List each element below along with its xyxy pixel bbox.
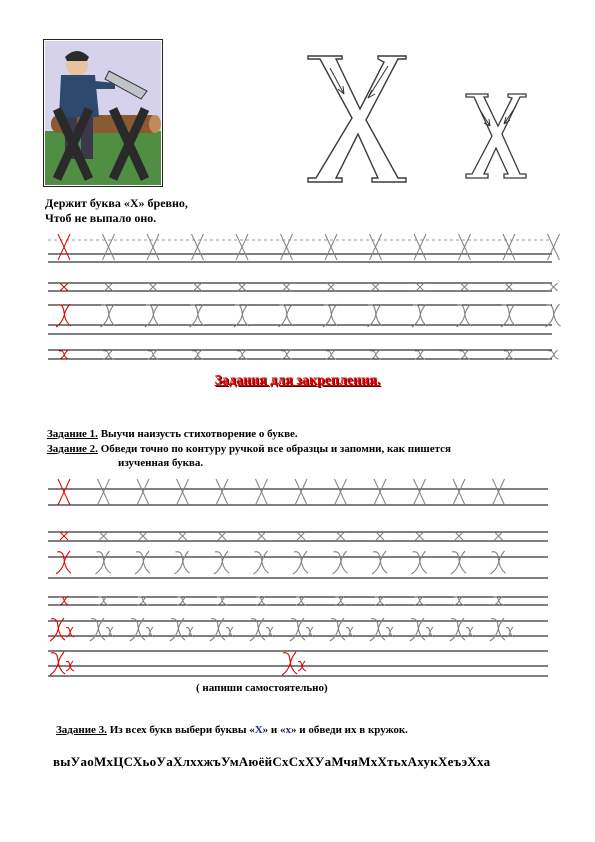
practice-small-letter xyxy=(60,532,68,540)
practice-script-capital xyxy=(96,551,111,574)
sample-small-letter xyxy=(283,283,291,291)
sample-script-small xyxy=(504,350,514,359)
practice-small-letter xyxy=(139,532,147,540)
example-script-pair xyxy=(282,652,306,675)
task-3-letter-upper: Х xyxy=(254,724,263,736)
lower-block-letters xyxy=(50,479,514,675)
practice-capital-letter xyxy=(493,479,505,505)
sample-script-capital xyxy=(101,304,116,327)
practice-capital-letter xyxy=(335,479,347,505)
sample-script-capital xyxy=(56,304,71,327)
practice-capital-letter xyxy=(98,479,110,505)
sample-script-small xyxy=(326,350,336,359)
practice-script-capital xyxy=(451,551,466,574)
sample-script-small xyxy=(237,350,247,359)
sample-capital-letter xyxy=(459,234,471,260)
task-1-label: Задание 1. xyxy=(47,428,98,440)
practice-capital-letter xyxy=(295,479,307,505)
practice-script-capital xyxy=(175,551,190,574)
practice-capital-letter xyxy=(256,479,268,505)
sample-capital-letter xyxy=(147,234,159,260)
practice-capital-letter xyxy=(216,479,228,505)
practice-script-capital xyxy=(412,551,427,574)
practice-capital-letter xyxy=(137,479,149,505)
task-2-label: Задание 2. xyxy=(47,443,98,455)
sample-capital-letter xyxy=(414,234,426,260)
sample-small-letter xyxy=(372,283,380,291)
sample-script-capital xyxy=(368,304,383,327)
task-1-text: Выучи наизусть стихотворение о букве. xyxy=(97,428,298,440)
sample-capital-letter xyxy=(236,234,248,260)
practice-script-capital xyxy=(214,551,229,574)
sample-script-capital xyxy=(412,304,427,327)
sample-script-capital xyxy=(234,304,249,327)
section-heading: Задания для закрепления. xyxy=(214,373,381,388)
sample-small-letter xyxy=(149,283,157,291)
sample-capital-letter xyxy=(503,234,515,260)
task-3-text-a: Из всех букв выбери буквы « xyxy=(106,724,255,736)
task-3-text-b: » и « xyxy=(262,724,286,736)
sample-capital-letter xyxy=(281,234,293,260)
sample-small-letter xyxy=(505,283,513,291)
sample-small-letter xyxy=(416,283,424,291)
sample-script-capital xyxy=(457,304,472,327)
sample-script-small xyxy=(282,350,292,359)
practice-small-letter xyxy=(416,532,424,540)
letter-string: выУаоМхЦСХьоУаХлххжъУмАюёйСхСхХУаМчяМхХтьхАхукХеъэХха xyxy=(53,754,491,769)
sample-capital-letter xyxy=(370,234,382,260)
write-yourself-hint: ( напиши самостоятельно) xyxy=(196,682,328,694)
sample-script-capital xyxy=(279,304,294,327)
lower-block-lines xyxy=(48,489,548,676)
practice-capital-letter xyxy=(58,479,70,505)
practice-small-letter xyxy=(100,532,108,540)
task-1 xyxy=(47,428,298,441)
sample-capital-letter xyxy=(192,234,204,260)
sample-capital-letter xyxy=(103,234,115,260)
sample-capital-letter xyxy=(548,234,560,260)
practice-capital-letter xyxy=(414,479,426,505)
upper-block-letters xyxy=(56,234,561,359)
practice-script-capital xyxy=(333,551,348,574)
practice-small-letter xyxy=(297,532,305,540)
example-script-pair xyxy=(50,652,74,675)
sample-script-small xyxy=(193,350,203,359)
practice-small-letter xyxy=(337,532,345,540)
practice-capital-letter xyxy=(177,479,189,505)
task-2-text-continued: изученная буква. xyxy=(118,457,204,469)
practice-script-capital xyxy=(293,551,308,574)
sample-script-small xyxy=(104,350,114,359)
sample-script-capital xyxy=(546,304,561,327)
task-2 xyxy=(47,443,451,456)
practice-small-letter xyxy=(258,532,266,540)
sample-script-capital xyxy=(190,304,205,327)
sample-capital-letter xyxy=(58,234,70,260)
practice-script-capital xyxy=(491,551,506,574)
practice-script-capital xyxy=(254,551,269,574)
task-3-label: Задание 3. xyxy=(56,724,107,736)
task-3-letter-lower: х xyxy=(285,724,291,736)
sample-script-capital xyxy=(323,304,338,327)
practice-small-letter xyxy=(376,532,384,540)
practice-capital-letter xyxy=(374,479,386,505)
task-3 xyxy=(56,724,408,736)
upper-block-lines xyxy=(48,240,552,359)
sample-small-letter xyxy=(327,283,335,291)
sample-script-capital xyxy=(501,304,516,327)
sample-small-letter xyxy=(238,283,246,291)
practice-script-capital xyxy=(135,551,150,574)
sample-script-small xyxy=(549,350,559,359)
sample-script-small xyxy=(148,350,158,359)
sample-small-letter xyxy=(550,283,558,291)
sample-capital-letter xyxy=(325,234,337,260)
task-2-text: Обведи точно по контуру ручкой все образцы и запомни, как пишется xyxy=(97,443,451,455)
sample-small-letter xyxy=(60,283,68,291)
sample-small-letter xyxy=(461,283,469,291)
practice-small-letter xyxy=(179,532,187,540)
sample-script-small xyxy=(59,350,69,359)
practice-script-capital xyxy=(372,551,387,574)
practice-small-letter xyxy=(218,532,226,540)
sample-small-letter xyxy=(194,283,202,291)
poem-line-1: Держит буква «Х» бревно, xyxy=(45,196,188,210)
sample-script-small xyxy=(415,350,425,359)
practice-small-letter xyxy=(455,532,463,540)
sample-script-small xyxy=(460,350,470,359)
sample-small-letter xyxy=(105,283,113,291)
practice-capital-letter xyxy=(453,479,465,505)
practice-small-letter xyxy=(495,532,503,540)
sample-script-capital xyxy=(145,304,160,327)
sample-script-small xyxy=(371,350,381,359)
practice-script-capital xyxy=(56,551,71,574)
poem-line-2: Чтоб не выпало оно. xyxy=(45,211,157,225)
task-3-text-c: » и обведи их в кружок. xyxy=(291,724,408,736)
